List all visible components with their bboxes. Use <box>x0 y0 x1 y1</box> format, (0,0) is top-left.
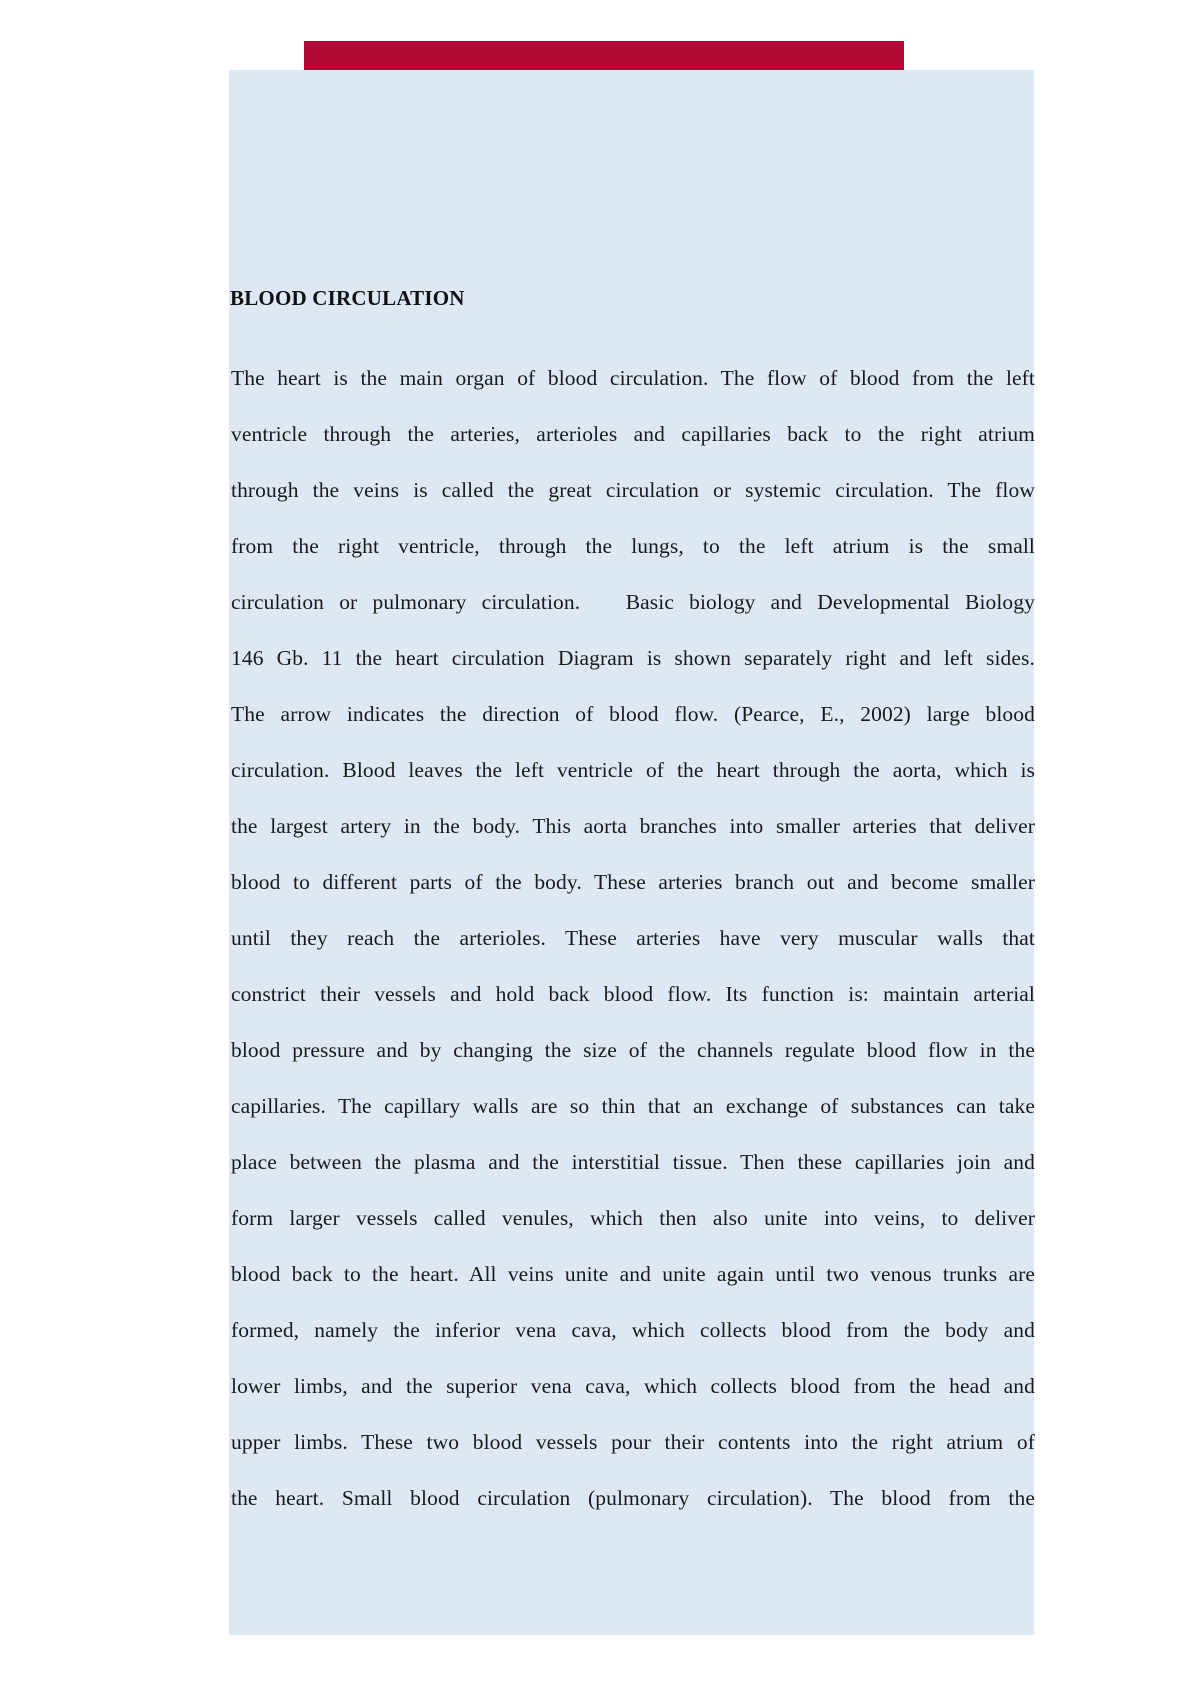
body-line: upper limbs. These two blood vessels pour their contents into the right atrium of <box>231 1430 1035 1454</box>
body-line: through the veins is called the great circulation or systemic circulation. The flow <box>231 478 1035 502</box>
body-line: circulation or pulmonary circulation. Basic biology and Developmental Biology <box>231 590 1035 614</box>
body-line: The heart is the main organ of blood circulation. The flow of blood from the left <box>231 366 1035 390</box>
document-heading: BLOOD CIRCULATION <box>230 286 465 310</box>
body-line: until they reach the arterioles. These arteries have very muscular walls that <box>231 926 1035 950</box>
body-line: formed, namely the inferior vena cava, which collects blood from the body and <box>231 1318 1035 1342</box>
body-line: blood pressure and by changing the size of the channels regulate blood flow in the <box>231 1038 1035 1062</box>
body-line: form larger vessels called venules, which then also unite into veins, to deliver <box>231 1206 1035 1230</box>
body-line: blood to different parts of the body. These arteries branch out and become smaller <box>231 870 1035 894</box>
body-line: the largest artery in the body. This aorta branches into smaller arteries that deliver <box>231 814 1035 838</box>
header-accent-bar <box>304 41 904 70</box>
body-line: constrict their vessels and hold back blood flow. Its function is: maintain arterial <box>231 982 1035 1006</box>
body-line: place between the plasma and the interstitial tissue. Then these capillaries join and <box>231 1150 1035 1174</box>
body-line: capillaries. The capillary walls are so thin that an exchange of substances can take <box>231 1094 1035 1118</box>
body-line: circulation. Blood leaves the left ventricle of the heart through the aorta, which is <box>231 758 1035 782</box>
body-line: the heart. Small blood circulation (pulmonary circulation). The blood from the <box>231 1486 1035 1510</box>
body-line: The arrow indicates the direction of blood flow. (Pearce, E., 2002) large blood <box>231 702 1035 726</box>
body-line: blood back to the heart. All veins unite and unite again until two venous trunks are <box>231 1262 1035 1286</box>
body-line: from the right ventricle, through the lungs, to the left atrium is the small <box>231 534 1035 558</box>
document-body <box>231 350 1035 1526</box>
body-line: lower limbs, and the superior vena cava, which collects blood from the head and <box>231 1374 1035 1398</box>
body-line: 146 Gb. 11 the heart circulation Diagram is shown separately right and left sides. <box>231 646 1035 670</box>
body-line: ventricle through the arteries, arterioles and capillaries back to the right atrium <box>231 422 1035 446</box>
